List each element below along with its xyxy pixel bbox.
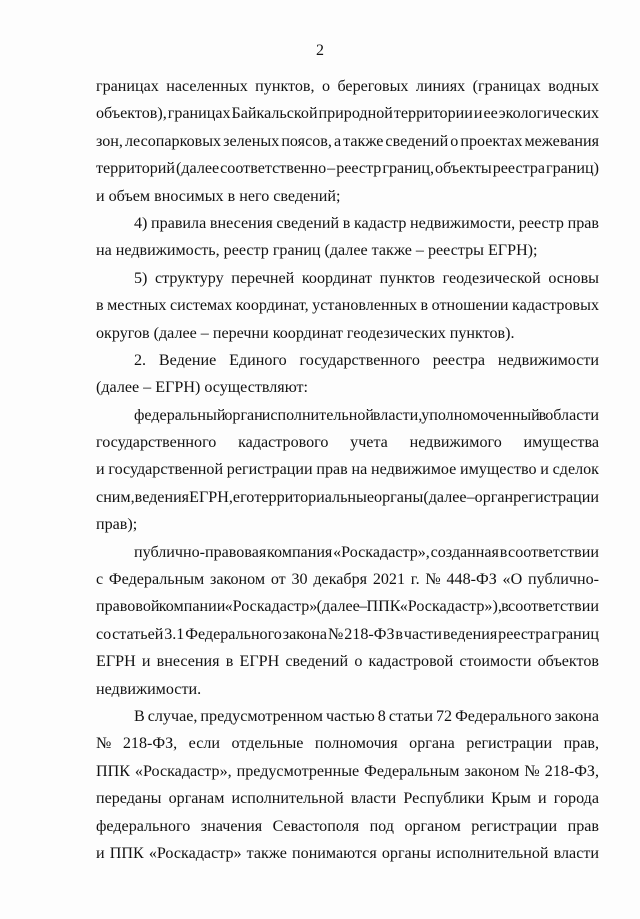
text-line: с Федеральным законом от 30 декабря 2021 г. № 448-ФЗ «О публично- xyxy=(96,571,599,589)
text-line: государственного кадастрового учета недвижимого имущества xyxy=(96,434,599,452)
text-line: федеральный орган исполнительной власти, уполномоченный в области xyxy=(134,406,599,424)
text-line: переданы органам исполнительной власти Республики Крым и города xyxy=(96,790,599,808)
text-line: границах населенных пунктов, о береговых линиях (границах водных xyxy=(96,78,599,95)
paragraph xyxy=(96,73,599,210)
text-line: 5) структуру перечней координат пунктов геодезической основы xyxy=(134,269,599,287)
page-number: 2 xyxy=(316,42,324,59)
text-line: правовой компании «Роскадастр» (далее – ППК «Роскадастр»), в соответствии xyxy=(96,598,599,616)
text-line: прав); xyxy=(96,516,138,534)
text-line: 2. Ведение Единого государственного реестра недвижимости xyxy=(134,351,599,369)
text-line: и объем вносимых в него сведений; xyxy=(96,187,341,205)
text-line: В случае, предусмотренном частью 8 статьи 72 Федерального закона xyxy=(134,707,599,725)
text-line: зон, лесопарковых зеленых поясов, а также сведений о проектах межевания xyxy=(96,132,599,150)
paragraph xyxy=(96,347,599,402)
text-line: федерального значения Севастополя под органом регистрации прав xyxy=(96,817,599,835)
text-line: публично-правовая компания «Роскадастр», созданная в соответствии xyxy=(134,543,599,561)
paragraph xyxy=(96,265,599,347)
text-line: (далее – ЕГРН) осуществляют: xyxy=(96,379,309,397)
paragraph xyxy=(96,539,599,703)
text-line: недвижимости. xyxy=(96,680,202,698)
text-line: № 218-ФЗ, если отдельные полномочия органа регистрации прав, xyxy=(96,735,599,753)
text-line: с ним, ведения ЕГРН, его территориальные органы (далее – орган регистрации xyxy=(96,488,599,506)
text-line: ППК «Роскадастр», предусмотренные Федеральным законом № 218-ФЗ, xyxy=(96,762,599,780)
text-line: и ППК «Роскадастр» также понимаются органы исполнительной власти xyxy=(96,844,599,862)
paragraph xyxy=(96,703,599,867)
text-line: со статьей 3.1 Федерального закона № 218-ФЗ в части ведения реестра границ xyxy=(96,625,599,643)
text-line: на недвижимость, реестр границ (далее также – реестры ЕГРН); xyxy=(96,242,538,260)
document-body xyxy=(96,73,599,867)
paragraph xyxy=(96,210,599,265)
text-line: и государственной регистрации прав на недвижимое имущество и сделок xyxy=(96,461,599,479)
text-line: территорий (далее соответственно – реестр границ, объекты реестра границ) xyxy=(96,160,599,178)
text-line: объектов), границах Байкальской природной территории и ее экологических xyxy=(96,105,599,123)
text-line: ЕГРН и внесения в ЕГРН сведений о кадастровой стоимости объектов xyxy=(96,653,599,671)
text-line: 4) правила внесения сведений в кадастр недвижимости, реестр прав xyxy=(134,214,599,232)
text-line: округов (далее – перечни координат геодезических пунктов). xyxy=(96,324,515,342)
text-line: в местных системах координат, установленных в отношении кадастровых xyxy=(96,297,599,315)
paragraph xyxy=(96,402,599,539)
